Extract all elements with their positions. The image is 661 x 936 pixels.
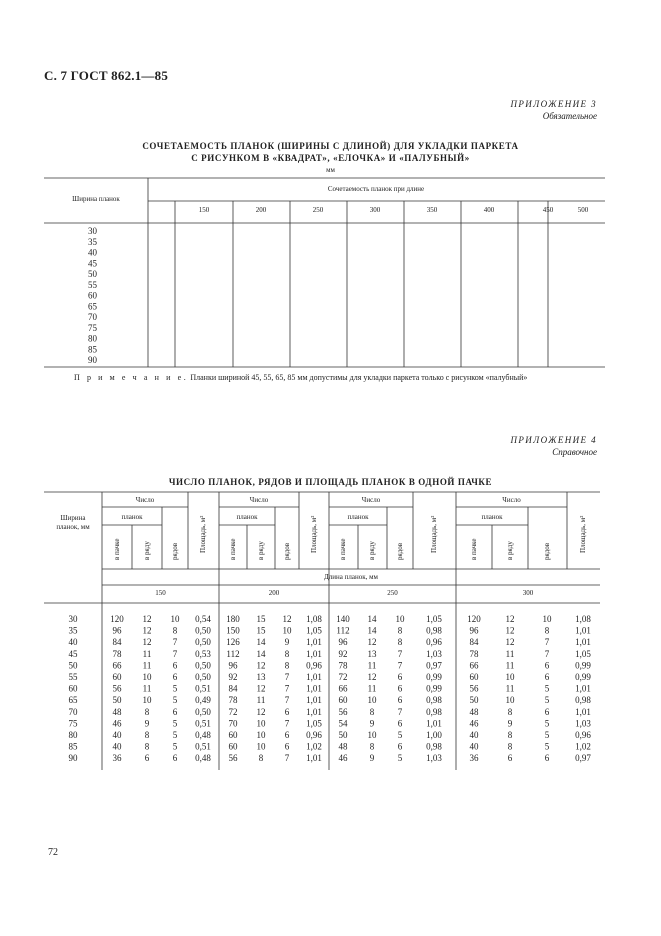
table-cell: 10 [170,614,180,624]
table-cell: 60 [112,672,122,682]
table-cell: 6 [284,730,290,740]
table-cell: 0,98 [426,741,442,752]
table-cell: 70 [228,718,238,729]
col-rows: рядов [171,542,179,560]
table-cell: 40 [112,730,122,740]
width-value-40: 40 [88,247,97,258]
t2-length-caption: Длина планок, мм [324,573,378,581]
table-cell: 1,01 [575,637,591,648]
table-cell: 6 [172,706,178,717]
table-cell: 0,96 [426,637,442,648]
col-in-row: в ряду [506,541,514,560]
group-header-chislo: Число [502,496,521,504]
table-cell: 8 [507,730,513,740]
table-cell: 1,02 [306,741,322,752]
table-cell: 6 [544,706,550,717]
table-cell: 1,08 [306,614,322,624]
table-cell: 1,01 [306,637,322,648]
table-cell: 40 [469,730,479,740]
table-cell: 40 [469,741,479,752]
table-cell: 6 [172,672,178,682]
table-cell: 0,53 [195,648,211,659]
table-cell: 6 [172,753,178,764]
col-area: Площадь, м² [199,515,207,553]
table-cell: 12 [505,637,515,648]
width-value-30: 30 [88,226,97,236]
table-cell: 120 [467,614,481,624]
table-cell: 1,01 [306,706,322,717]
table-cell: 8 [544,625,550,636]
col-rows: рядов [543,542,551,560]
table-cell: 8 [258,753,264,764]
table-cell: 5 [172,718,178,729]
table-cell: 0,49 [195,695,211,706]
table-cell: 5 [544,730,550,740]
row-width-55: 55 [68,672,78,682]
length-header-350: 350 [426,206,438,214]
table-cell: 7 [397,648,403,659]
width-value-80: 80 [88,333,97,344]
col-in-pack: в пачке [470,538,478,560]
table-cell: 6 [284,706,290,717]
subheader-planks: планок [121,513,143,521]
table-cell: 126 [226,637,240,648]
table-cell: 6 [397,695,403,706]
table-cell: 60 [338,695,348,706]
col-in-pack: в пачке [113,538,121,560]
table-cell: 5 [172,741,178,752]
table-cell: 78 [469,648,479,659]
table-cell: 46 [469,718,479,729]
table-cell: 8 [284,648,290,659]
row-width-70: 70 [68,706,78,717]
table-cell: 50 [338,730,348,740]
table-cell: 92 [228,672,238,682]
table-cell: 60 [228,730,238,740]
table-cell: 12 [505,625,515,636]
table-cell: 6 [544,753,550,764]
t2-width-header-line-2: планок, мм [56,523,90,531]
appendix-3-label: ПРИЛОЖЕНИЕ 3 [510,99,597,109]
group-header-chislo: Число [361,496,381,504]
table-cell: 0,54 [195,614,211,624]
table-cell: 1,01 [575,683,591,694]
col-rows: рядов [396,542,404,560]
table-cell: 56 [338,706,348,717]
table-cell: 1,00 [426,730,442,740]
table-cell: 13 [367,648,377,659]
table-cell: 56 [469,683,479,694]
table-cell: 5 [544,741,550,752]
table-cell: 84 [112,637,122,648]
table-cell: 5 [544,695,550,706]
width-value-45: 45 [88,258,97,269]
table-cell: 8 [369,741,375,752]
table-cell: 1,01 [306,648,322,659]
table-cell: 10 [367,730,377,740]
table-cell: 11 [505,660,515,671]
table-1-unit: мм [326,166,335,174]
table-cell: 12 [142,637,152,648]
table-cell: 96 [112,625,122,636]
t2-width-header-line-1: Ширина [60,514,86,522]
table-cell: 36 [112,753,122,764]
table-cell: 0,98 [426,625,442,636]
table-cell: 8 [397,625,403,636]
table-cell: 1,03 [426,648,442,659]
table-cell: 7 [284,672,290,682]
table-cell: 9 [369,753,375,764]
table-cell: 0,97 [575,753,591,764]
table-cell: 10 [505,695,515,706]
table-cell: 1,05 [306,625,322,636]
width-value-65: 65 [88,301,97,312]
row-width-35: 35 [68,625,78,636]
table-cell: 7 [284,695,290,706]
table-cell: 10 [256,718,266,729]
table-cell: 6 [507,753,513,764]
table-cell: 1,01 [575,625,591,636]
table-cell: 0,99 [426,672,442,682]
table-cell: 10 [395,614,405,624]
width-column-header: Ширина планок [72,195,120,203]
table-cell: 5 [544,718,550,729]
page-header: С. 7 ГОСТ 862.1—85 [44,68,169,83]
table-cell: 72 [338,672,348,682]
table-cell: 14 [256,637,266,648]
row-width-75: 75 [68,718,78,729]
table-cell: 54 [338,718,348,729]
width-value-70: 70 [88,312,97,322]
length-span-header: Сочетаемость планок при длине [327,185,425,193]
table-cell: 50 [469,695,479,706]
group-header-chislo: Число [249,496,269,504]
width-value-85: 85 [88,344,97,355]
note-prefix: П р и м е ч а н и е. [74,373,189,382]
col-rows: рядов [283,542,291,560]
col-in-row: в ряду [143,541,151,560]
table-cell: 12 [367,637,377,648]
table-cell: 5 [397,730,403,740]
table-cell: 6 [544,660,550,671]
table-cell: 6 [397,672,403,682]
table-cell: 78 [338,660,348,671]
length-header-400: 400 [483,206,495,214]
table-cell: 10 [282,625,292,636]
row-width-45: 45 [68,648,78,659]
table-cell: 8 [144,741,150,752]
table-cell: 6 [544,672,550,682]
table-cell: 60 [228,741,238,752]
table-cell: 1,05 [575,648,591,659]
table-cell: 1,03 [575,718,591,729]
table-cell: 11 [505,648,515,659]
width-value-55: 55 [88,279,97,290]
col-area: Площадь, м² [430,515,438,553]
table-cell: 11 [142,683,152,694]
table-cell: 56 [112,683,122,694]
table-cell: 7 [284,753,290,764]
table-cell: 5 [172,730,178,740]
table-cell: 9 [369,718,375,729]
table-cell: 78 [112,648,122,659]
note-text: Планки шириной 45, 55, 65, 85 мм допустимы для укладки паркета только с рисунком «палубный» [190,373,528,382]
row-width-80: 80 [68,730,78,740]
table-cell: 78 [228,695,238,706]
table-cell: 11 [505,683,515,694]
row-width-85: 85 [68,741,78,752]
table-cell: 9 [144,718,150,729]
table-cell: 0,98 [575,695,591,706]
table-cell: 8 [172,625,178,636]
width-value-35: 35 [88,236,97,247]
table-cell: 48 [338,741,348,752]
table-cell: 66 [469,660,479,671]
table-cell: 6 [172,660,178,671]
table-cell: 10 [256,741,266,752]
table-cell: 1,01 [426,718,442,729]
table-cell: 40 [112,741,122,752]
table-cell: 13 [256,672,266,682]
col-area: Площадь, м² [579,515,587,553]
table-cell: 7 [172,637,178,648]
table-cell: 12 [142,625,152,636]
table-cell: 6 [397,683,403,694]
table-cell: 6 [144,753,150,764]
page-number: 72 [48,847,58,858]
table-cell: 11 [256,695,266,706]
table-cell: 66 [338,683,348,694]
table-cell: 5 [397,753,403,764]
group-header-chislo: Число [135,496,155,504]
table-cell: 7 [544,648,550,659]
table-cell: 5 [172,683,178,694]
table-cell: 180 [226,614,240,624]
table-cell: 8 [369,706,375,717]
table-cell: 0,50 [195,625,211,636]
table-cell: 6 [284,741,290,752]
table-cell: 0,98 [426,695,442,706]
table-cell: 8 [397,637,403,648]
table-cell: 7 [397,660,403,671]
table-cell: 10 [256,730,266,740]
table-cell: 0,50 [195,660,211,671]
row-width-30: 30 [68,614,78,624]
table-cell: 50 [112,695,122,706]
table-cell: 7 [397,706,403,717]
table-cell: 48 [469,706,479,717]
table-cell: 8 [507,706,513,717]
table-cell: 0,48 [195,753,211,764]
row-width-65: 65 [68,695,78,706]
table-cell: 7 [544,637,550,648]
table-cell: 15 [256,625,266,636]
table-cell: 36 [469,753,479,764]
table-cell: 96 [469,625,479,636]
length-header-250: 250 [387,589,398,597]
table-cell: 10 [542,614,552,624]
table-cell: 0,99 [426,683,442,694]
table-cell: 8 [144,730,150,740]
table-cell: 1,01 [306,695,322,706]
table-cell: 7 [172,648,178,659]
table-cell: 120 [110,614,124,624]
row-width-50: 50 [68,660,78,671]
table-cell: 1,01 [306,683,322,694]
table-cell: 72 [228,706,238,717]
table-cell: 1,03 [426,753,442,764]
table-cell: 0,96 [306,660,322,671]
table-cell: 14 [367,614,377,624]
table-cell: 14 [256,648,266,659]
table-cell: 8 [284,660,290,671]
table-cell: 6 [397,741,403,752]
width-value-90: 90 [88,355,97,365]
table-cell: 112 [226,648,240,659]
table-cell: 7 [284,683,290,694]
table-cell: 0,99 [575,660,591,671]
table-cell: 12 [256,683,266,694]
table-cell: 10 [367,695,377,706]
table-cell: 0,48 [195,730,211,740]
table-cell: 1,01 [306,672,322,682]
table-1-title-line-1: СОЧЕТАЕМОСТЬ ПЛАНОК (ШИРИНЫ С ДЛИНОЙ) ДЛЯ УКЛАДКИ ПАРКЕТА [142,141,519,151]
table-cell: 1,02 [575,741,591,752]
row-width-40: 40 [68,637,78,648]
length-header-300: 300 [369,206,381,214]
table-cell: 11 [367,683,377,694]
table-cell: 0,99 [575,672,591,682]
table-cell: 140 [336,614,350,624]
table-1-title-line-2: С РИСУНКОМ В «КВАДРАТ», «ЕЛОЧКА» И «ПАЛУБНЫЙ» [191,153,470,163]
table-cell: 112 [336,625,350,636]
table-cell: 5 [544,683,550,694]
table-cell: 56 [228,753,238,764]
table-cell: 0,98 [426,706,442,717]
table-cell: 7 [284,718,290,729]
col-area: Площадь, м² [310,515,318,553]
width-value-75: 75 [88,322,97,333]
table-cell: 12 [367,672,377,682]
table-cell: 12 [505,614,515,624]
appendix-4-label: ПРИЛОЖЕНИЕ 4 [510,435,597,445]
table-cell: 11 [142,660,152,671]
length-header-150: 150 [155,589,166,597]
table-cell: 12 [256,660,266,671]
table-cell: 60 [469,672,479,682]
table-cell: 0,50 [195,706,211,717]
length-header-150: 150 [198,206,210,214]
table-cell: 11 [367,660,377,671]
table-cell: 1,01 [575,706,591,717]
width-value-50: 50 [88,269,97,279]
table-cell: 66 [112,660,122,671]
length-header-200: 200 [268,589,280,597]
table-cell: 10 [142,695,152,706]
table-cell: 5 [172,695,178,706]
appendix-4-status: Справочное [552,447,597,457]
table-cell: 1,05 [426,614,442,624]
table-cell: 0,97 [426,660,442,671]
subheader-planks: планок [347,513,369,521]
table-cell: 0,51 [195,683,211,694]
length-header-200: 200 [255,206,267,214]
table-cell: 0,96 [575,730,591,740]
subheader-planks: планок [236,513,258,521]
table-cell: 10 [142,672,152,682]
table-cell: 12 [282,614,292,624]
table-cell: 84 [228,683,238,694]
table-cell: 11 [142,648,152,659]
table-cell: 0,51 [195,741,211,752]
length-header-300: 300 [522,589,534,597]
table-cell: 1,05 [306,718,322,729]
table-cell: 9 [507,718,513,729]
table-cell: 15 [256,614,266,624]
table-cell: 10 [505,672,515,682]
table-cell: 150 [226,625,240,636]
table-cell: 92 [338,648,348,659]
table-cell: 0,50 [195,672,211,682]
row-width-60: 60 [68,683,78,694]
table-cell: 8 [507,741,513,752]
table-2-title: ЧИСЛО ПЛАНОК, РЯДОВ И ПЛОЩАДЬ ПЛАНОК В ОДНОЙ ПАЧКЕ [168,477,493,487]
table-cell: 1,01 [306,753,322,764]
table-cell: 14 [367,625,377,636]
width-value-60: 60 [88,290,97,301]
table-cell: 46 [112,718,122,729]
table-cell: 12 [256,706,266,717]
length-header-250: 250 [312,206,324,214]
table-cell: 0,51 [195,718,211,729]
table-cell: 9 [284,637,290,648]
col-in-row: в ряду [368,541,376,560]
col-in-pack: в пачке [229,538,237,560]
table-cell: 6 [397,718,403,729]
table-cell: 46 [338,753,348,764]
table-cell: 8 [144,706,150,717]
subheader-planks: планок [481,513,503,521]
appendix-3-status: Обязательное [542,111,597,121]
col-in-row: в ряду [257,541,265,560]
table-cell: 48 [112,706,122,717]
length-header-450: 450 [542,206,554,214]
table-cell: 1,08 [575,614,591,624]
table-cell: 96 [338,637,348,648]
table-cell: 12 [142,614,152,624]
col-in-pack: в пачке [339,538,347,560]
table-cell: 96 [228,660,238,671]
row-width-90: 90 [68,753,78,764]
table-cell: 0,96 [306,730,322,740]
table-cell: 0,50 [195,637,211,648]
length-header-500: 500 [577,206,589,214]
table-cell: 84 [469,637,479,648]
